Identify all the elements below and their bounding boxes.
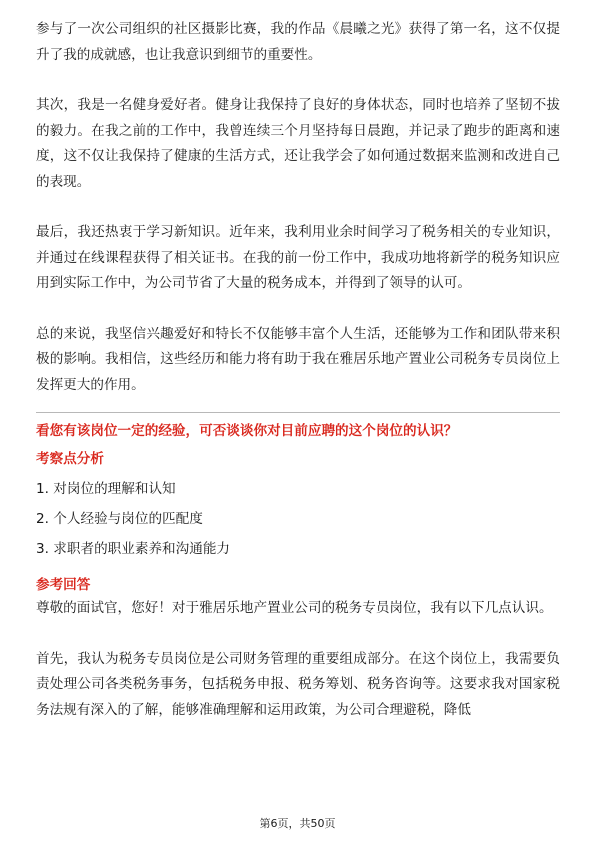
paragraph-learning: 最后，我还热衷于学习新知识。近年来，我利用业余时间学习了税务相关的专业知识，并通过在线课程获得了相关证书。在我的前一份工作中，我成功地将新学的税务知识应用到实际工作中，为公司节省了大量的税务成本，并得到了领导的认可。 xyxy=(36,224,560,291)
analysis-point-1: 1. 对岗位的理解和认知 xyxy=(36,481,176,497)
paragraph-photography: 参与了一次公司组织的社区摄影比赛，我的作品《晨曦之光》获得了第一名，这不仅提升了我的成就感，也让我意识到细节的重要性。 xyxy=(36,21,560,63)
paragraph-fitness: 其次，我是一名健身爱好者。健身让我保持了良好的身体状态，同时也培养了坚韧不拔的毅力。在我之前的工作中，我曾连续三个月坚持每日晨跑，并记录了跑步的距离和速度，这不仅让我保持了健康的生活方式，还让我学会了如何通过数据来监测和改进自己的表现。 xyxy=(36,97,560,190)
answer-paragraph-2: 首先，我认为税务专员岗位是公司财务管理的重要组成部分。在这个岗位上，我需要负责处理公司各类税务事务，包括税务申报、税务筹划、税务咨询等。这要求我对国家税务法规有深入的了解，能够准确理解和运用政策，为公司合理避税，降低 xyxy=(36,650,560,718)
paragraph-summary: 总的来说，我坚信兴趣爱好和特长不仅能够丰富个人生活，还能够为工作和团队带来积极的影响。我相信，这些经历和能力将有助于我在雅居乐地产置业公司税务专员岗位上发挥更大的作用。 xyxy=(36,325,560,393)
section-divider xyxy=(36,412,560,413)
page-footer: 第6页，共50页 xyxy=(259,817,336,830)
document-page xyxy=(36,17,560,723)
answer-paragraph-1: 尊敬的面试官，您好！对于雅居乐地产置业公司的税务专员岗位，我有以下几点认识。 xyxy=(36,600,553,616)
analysis-point-2: 2. 个人经验与岗位的匹配度 xyxy=(36,511,203,527)
answer-title: 参考回答 xyxy=(36,577,91,593)
analysis-point-3: 3. 求职者的职业素养和沟通能力 xyxy=(36,541,231,557)
analysis-title: 考察点分析 xyxy=(36,451,104,467)
interview-question: 看您有该岗位一定的经验，可否谈谈你对目前应聘的这个岗位的认识？ xyxy=(36,423,458,439)
